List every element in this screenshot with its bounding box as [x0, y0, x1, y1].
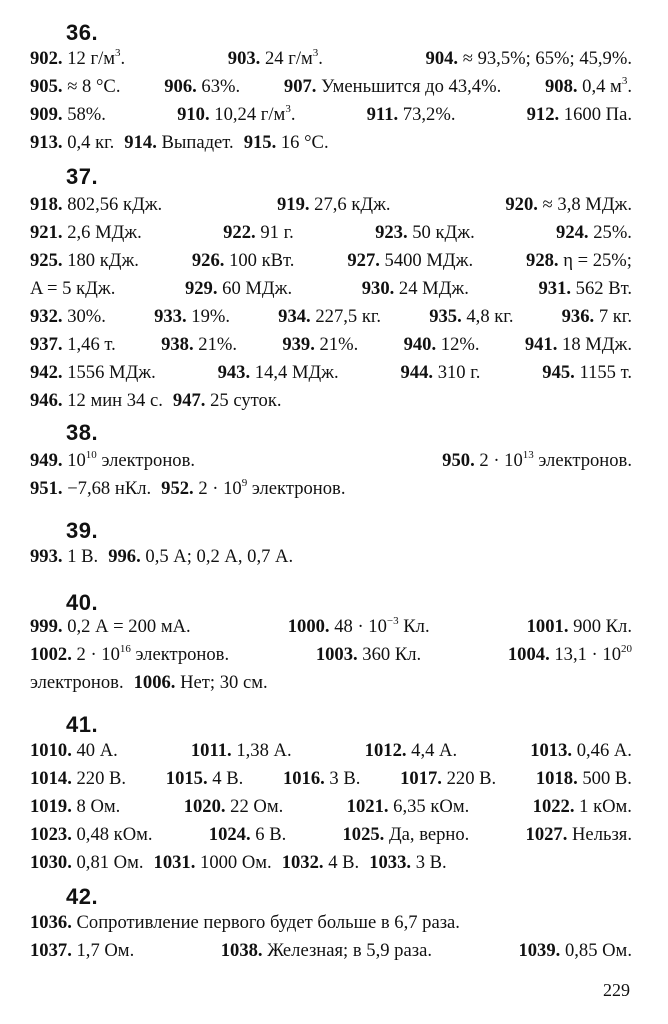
answer-item: 951. −7,68 нКл. [30, 478, 152, 499]
answer-item: 1012. 4,4 А. [364, 740, 458, 761]
answer-item: 1025. Да, верно. [342, 824, 470, 845]
section-heading: 40. [66, 590, 99, 615]
answer-line [30, 668, 632, 698]
answer-line [30, 274, 632, 304]
answer-item: 914. Выпадет. [124, 132, 234, 153]
answer-item: 936. 7 кг. [561, 306, 632, 327]
answer-item: 999. 0,2 А = 200 мА. [30, 616, 191, 637]
section-heading: 41. [66, 712, 99, 737]
answer-item: 1000. $48 \cdot 10^{-3}$ Кл. [287, 615, 430, 637]
answer-item: 1023. 0,48 кОм. [30, 824, 153, 845]
answer-item: 939. 21%. [282, 334, 359, 355]
answer-item: 1016. 3 В. [282, 768, 361, 789]
answer-line [30, 386, 632, 416]
answer-item: 945. 1155 т. [542, 362, 632, 383]
answer-line [30, 190, 632, 220]
answer-item: 923. 50 кДж. [375, 222, 475, 243]
answer-item: 940. 12%. [403, 334, 480, 355]
answer-item: 1037. 1,7 Ом. [30, 940, 135, 961]
answer-item: 1013. 0,46 А. [530, 740, 632, 761]
answer-item: электронов. [30, 672, 124, 693]
answer-item: A = 5 кДж. [30, 278, 116, 299]
answer-item: 924. 25%. [556, 222, 632, 243]
answer-item: 1011. 1,38 А. [190, 740, 292, 761]
answer-item: 1004. $13,1 \cdot 10^{20}$ [507, 643, 632, 665]
answer-item: 1038. Железная; в 5,9 раза. [220, 940, 432, 961]
answer-item: 1033. 3 В. [369, 852, 447, 873]
answer-item: 1032. 4 В. [281, 852, 360, 873]
answer-line [30, 358, 632, 388]
answer-item: 904. ≈ 93,5%; 65%; 45,9%. [425, 48, 632, 69]
answer-item: 918. 802,56 кДж. [30, 194, 163, 215]
answer-item: 1031. 1000 Ом. [153, 852, 272, 873]
answer-item: 920. ≈ 3,8 МДж. [505, 194, 632, 215]
answer-line [30, 446, 632, 476]
answer-item: 928. η = 25%; [526, 250, 632, 271]
answer-line [30, 218, 632, 248]
answer-item: 925. 180 кДж. [30, 250, 139, 271]
answer-line [30, 246, 632, 276]
answer-item: 1017. 220 В. [400, 768, 497, 789]
answer-item: 921. 2,6 МДж. [30, 222, 142, 243]
answer-line [30, 764, 632, 794]
answer-item: 937. 1,46 т. [30, 334, 116, 355]
answer-item: 1002. $2 \cdot 10^{16}$ электронов. [30, 643, 230, 665]
section-heading: 42. [66, 884, 99, 909]
answer-item: 907. Уменьшится до 43,4%. [283, 76, 502, 97]
answer-line [30, 612, 632, 642]
answer-line [30, 72, 632, 102]
answer-item: 1006. Нет; 30 см. [133, 672, 268, 693]
answer-item: 911. 73,2%. [366, 104, 456, 125]
answer-item: 938. 21%. [161, 334, 238, 355]
answer-item: 947. 25 суток. [172, 390, 282, 411]
answer-item: 912. 1600 Па. [526, 104, 632, 125]
answer-item: 1015. 4 В. [165, 768, 244, 789]
answer-item: 933. 19%. [154, 306, 231, 327]
answer-item: 932. 30%. [30, 306, 106, 327]
answer-item: 926. 100 кВт. [191, 250, 295, 271]
answer-item: 1027. Нельзя. [525, 824, 632, 845]
answer-item: 1020. 22 Ом. [183, 796, 284, 817]
section-heading: 39. [66, 518, 99, 543]
answer-item: 952. $2 \cdot 10^9$ электронов. [161, 477, 346, 499]
answer-line [30, 736, 632, 766]
answer-item: 903. 24 $г/м^3$. [227, 47, 323, 69]
answer-line [30, 330, 632, 360]
answer-item: 913. 0,4 кг. [30, 132, 115, 153]
answer-line [30, 128, 632, 158]
answer-item: 931. 562 Вт. [538, 278, 632, 299]
section-heading: 37. [66, 164, 99, 189]
answer-item: 1014. 220 В. [30, 768, 127, 789]
answer-line [30, 848, 632, 878]
answer-item: 942. 1556 МДж. [30, 362, 156, 383]
answer-item: 944. 310 г. [400, 362, 481, 383]
answer-item: 1022. 1 кОм. [532, 796, 632, 817]
section-heading: 38. [66, 420, 99, 445]
answer-item: 1018. 500 В. [535, 768, 632, 789]
answer-item: 919. 27,6 кДж. [276, 194, 391, 215]
answer-item: 941. 18 МДж. [524, 334, 632, 355]
answer-item: 1036. Сопротивление первого будет больше в 6,7 раза. [30, 912, 460, 933]
answer-item: 1001. 900 Кл. [526, 616, 632, 637]
answer-line [30, 640, 632, 670]
answer-item: 943. 14,4 МДж. [217, 362, 339, 383]
answer-item: 910. 10,24 $г/м^3$. [177, 103, 296, 125]
answer-item: 935. 4,8 кг. [429, 306, 514, 327]
answer-line [30, 100, 632, 130]
answer-item: 927. 5400 МДж. [347, 250, 474, 271]
answer-item: 1021. 6,35 кОм. [346, 796, 470, 817]
answer-item: 1019. 8 Ом. [30, 796, 121, 817]
answer-item: 1039. 0,85 Ом. [518, 940, 632, 961]
answer-item: 1010. 40 А. [30, 740, 118, 761]
answer-line [30, 542, 632, 572]
page-number: 229 [603, 980, 630, 1000]
section-heading: 36. [66, 20, 99, 45]
answer-item: 908. 0,4 $м^3$. [544, 75, 632, 97]
answer-item: 930. 24 МДж. [361, 278, 469, 299]
answer-line [30, 908, 632, 938]
answer-line [30, 44, 632, 74]
answer-item: 950. $2 \cdot 10^{13}$ электронов. [442, 449, 632, 471]
answer-item: 949. $10^{10}$ электронов. [30, 449, 196, 471]
answer-line [30, 474, 632, 504]
answer-item: 929. 60 МДж. [184, 278, 293, 299]
answer-item: 934. 227,5 кг. [278, 306, 382, 327]
answer-item: 915. 16 °С. [243, 132, 329, 153]
answer-item: 1030. 0,81 Ом. [30, 852, 144, 873]
answer-item: 906. 63%. [164, 76, 241, 97]
answer-item: 902. 12 $г/м^3$. [30, 47, 126, 69]
answer-line [30, 820, 632, 850]
answer-item: 946. 12 мин 34 с. [30, 390, 163, 411]
answer-item: 996. 0,5 А; 0,2 А, 0,7 А. [108, 546, 294, 567]
answer-item: 993. 1 В. [30, 546, 99, 567]
answer-line [30, 936, 632, 966]
answer-line [30, 792, 632, 822]
answer-line [30, 302, 632, 332]
answer-item: 909. 58%. [30, 104, 106, 125]
answer-item: 1003. 360 Кл. [315, 644, 422, 665]
answer-item: 905. ≈ 8 °С. [30, 76, 121, 97]
answer-item: 1024. 6 В. [208, 824, 287, 845]
answer-item: 922. 91 г. [223, 222, 294, 243]
